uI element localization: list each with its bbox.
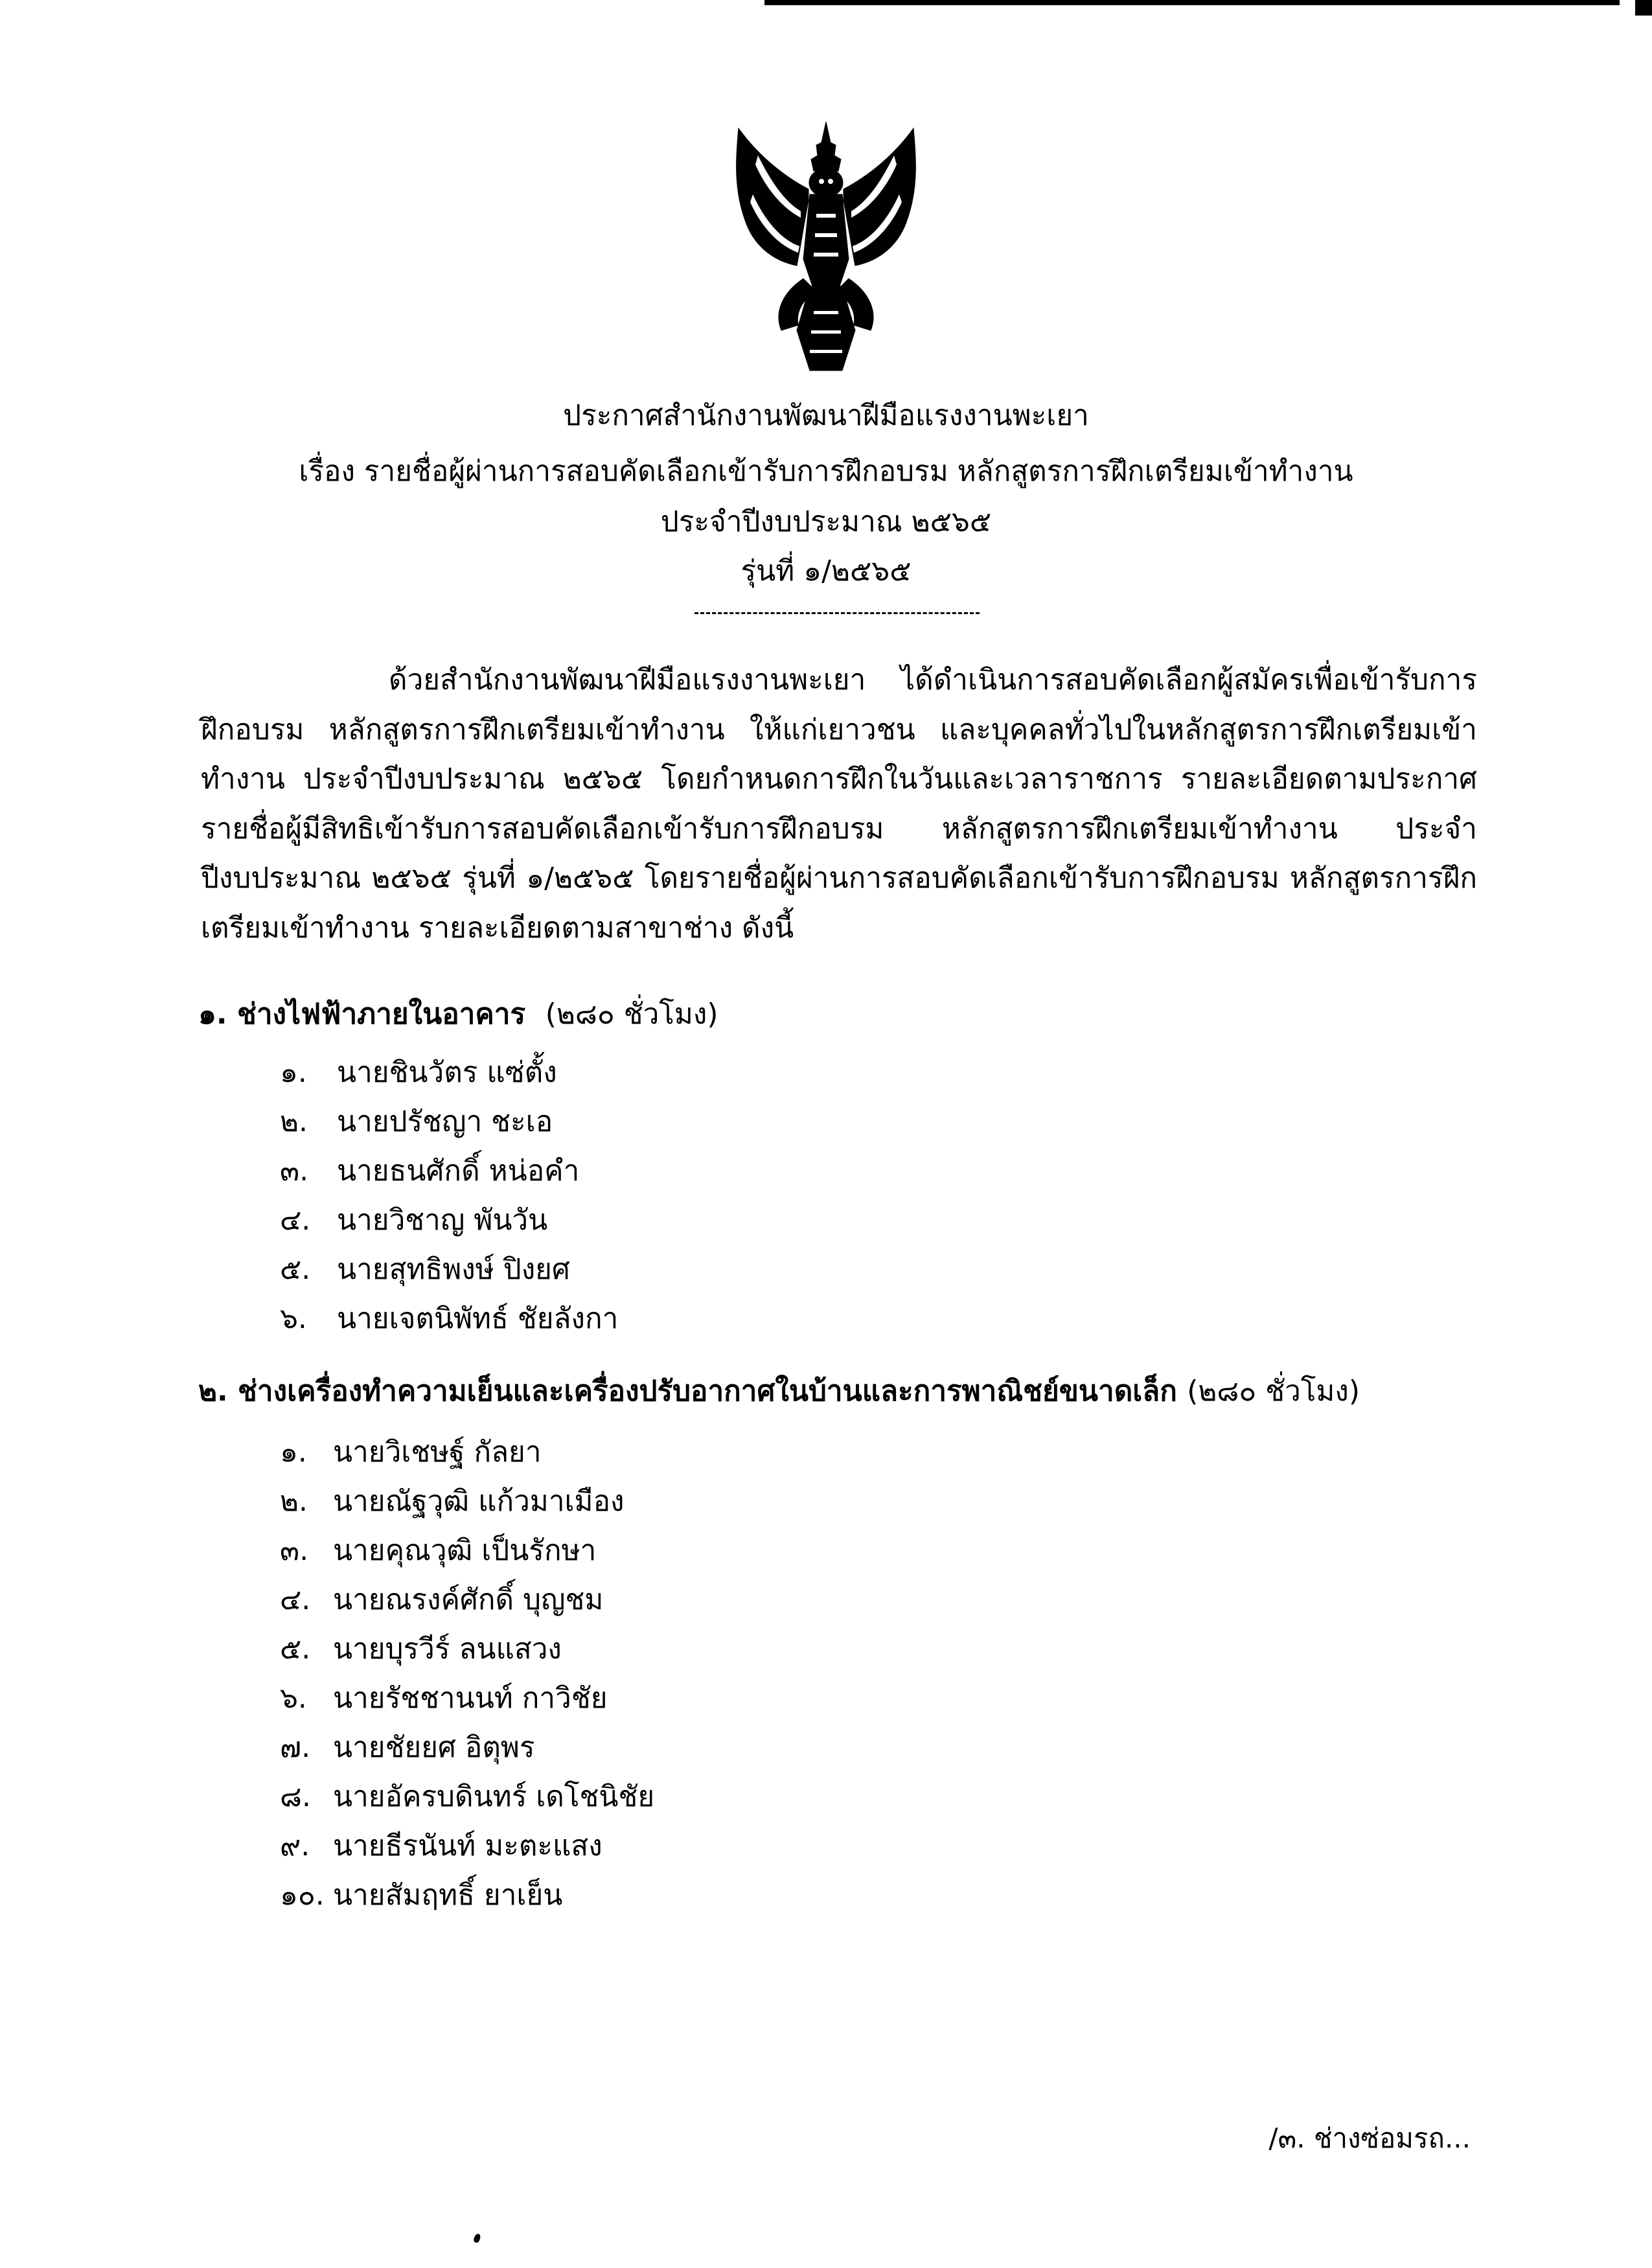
- item-number: ๕.: [280, 1253, 311, 1286]
- name-list-electrical: [280, 1048, 618, 1344]
- list-item: [280, 1723, 654, 1772]
- item-number: ๑๐.: [280, 1879, 325, 1912]
- item-name: นายวิเชษฐ์ กัลยา: [333, 1436, 542, 1469]
- section-heading-refrigeration: [198, 1368, 1360, 1414]
- item-name: นายสัมฤทธิ์ ยาเย็น: [333, 1879, 563, 1912]
- item-number: ๒.: [280, 1485, 308, 1518]
- item-number: ๓.: [280, 1534, 309, 1567]
- item-name: นายคุณวุฒิ เป็นรักษา: [333, 1534, 597, 1567]
- list-item: [280, 1097, 618, 1147]
- list-item: [280, 1625, 654, 1674]
- item-number: ๔.: [280, 1204, 311, 1237]
- list-item: [280, 1822, 654, 1871]
- list-item: [280, 1674, 654, 1723]
- list-item: [280, 1575, 654, 1625]
- list-item: [280, 1871, 654, 1920]
- stray-ink-mark: [473, 2233, 481, 2243]
- scan-corner-mark: [1635, 0, 1652, 16]
- section-hours: (๒๘๐ ชั่วโมง): [545, 998, 718, 1031]
- scan-edge-line: [764, 0, 1620, 5]
- list-item: [280, 1526, 654, 1575]
- list-item: [280, 1428, 654, 1477]
- item-name: นายธีรนันท์ มะตะแสง: [333, 1829, 602, 1862]
- item-name: นายณัฐวุฒิ แก้วมาเมือง: [333, 1485, 625, 1518]
- item-name: นายบุรวีร์ ลนแสวง: [333, 1632, 562, 1666]
- item-number: ๓.: [280, 1154, 309, 1187]
- item-name: นายรัชชานนท์ กาวิชัย: [333, 1682, 608, 1715]
- list-item: [280, 1477, 654, 1526]
- item-name: นายชัยยศ อิตุพร: [333, 1731, 535, 1764]
- item-number: ๘.: [280, 1780, 311, 1813]
- item-number: ๕.: [280, 1632, 311, 1666]
- list-item: [280, 1294, 618, 1344]
- section-title: ๑. ช่างไฟฟ้าภายในอาคาร: [198, 998, 526, 1031]
- list-item: [280, 1772, 654, 1822]
- item-name: นายเจตนิพัทธ์ ชัยลังกา: [337, 1302, 619, 1335]
- section-title: ๒. ช่างเครื่องทำความเย็นและเครื่องปรับอากาศในบ้านและการพาณิชย์ขนาดเล็ก: [198, 1375, 1177, 1408]
- header-subject: เรื่อง รายชื่อผู้ผ่านการสอบคัดเลือกเข้ารับการฝึกอบรม หลักสูตรการฝึกเตรียมเข้าทำงาน: [299, 455, 1353, 488]
- item-number: ๔.: [280, 1583, 311, 1616]
- item-name: นายปรัชญา ชะเอ: [337, 1105, 553, 1138]
- body-paragraph: ด้วยสำนักงานพัฒนาฝีมือแรงงานพะเยา ได้ดำเนินการสอบคัดเลือกผู้สมัครเพื่อเข้ารับการฝึกอบรม หลักสูตรการฝึกเตรียมเข้าทำงาน ให้แก่เยาวชน และบุคคลทั่วไปในหลักสูตรการฝึกเตรียมเข้าทำงาน ประจำปีงบประมาณ ๒๕๖๕ โดยกำหนดการฝึกในวันและเวลาราชการ รายละเอียดตามประกาศรายชื่อผู้มีสิทธิเข้ารับการสอบคัดเลือกเข้ารับการฝึกอบรม หลักสูตรการฝึกเตรียมเข้าทำงาน ประจำปีงบประมาณ ๒๕๖๕ รุ่นที่ ๑/๒๕๖๕ โดยรายชื่อผู้ผ่านการสอบคัดเลือกเข้ารับการฝึกอบรม หลักสูตรการฝึกเตรียมเข้าทำงาน รายละเอียดตามสาขาช่าง ดังนี้: [201, 663, 1477, 945]
- item-name: นายชินวัตร แซ่ตั้ง: [337, 1056, 557, 1089]
- item-name: นายอัครบดินทร์ เดโชนิชัย: [333, 1780, 655, 1813]
- item-number: ๙.: [280, 1829, 310, 1862]
- item-name: นายณรงค์ศักดิ์ บุญชม: [333, 1583, 604, 1616]
- list-item: [280, 1147, 618, 1196]
- page-continuation-note: /๓. ช่างซ่อมรถ...: [1268, 2122, 1471, 2154]
- list-item: [280, 1196, 618, 1245]
- header-title: ประกาศสำนักงานพัฒนาฝีมือแรงงานพะเยา: [563, 399, 1089, 432]
- item-name: นายสุทธิพงษ์ ปิงยศ: [337, 1253, 570, 1286]
- item-number: ๑.: [280, 1056, 307, 1089]
- section-heading-electrical: [198, 991, 718, 1037]
- item-number: ๑.: [280, 1436, 307, 1469]
- header-fiscal-year: ประจำปีงบประมาณ ๒๕๖๕: [660, 505, 992, 538]
- name-list-refrigeration: [280, 1428, 654, 1920]
- header-divider: [694, 612, 980, 614]
- header-batch: รุ่นที่ ๑/๒๕๖๕: [740, 555, 912, 588]
- garuda-emblem-icon: [719, 117, 933, 376]
- item-name: นายวิชาญ พันวัน: [337, 1204, 548, 1237]
- item-number: ๖.: [280, 1302, 307, 1335]
- item-name: นายธนศักดิ์ หน่อคำ: [337, 1154, 580, 1187]
- item-number: ๖.: [280, 1682, 307, 1715]
- section-hours: (๒๘๐ ชั่วโมง): [1187, 1375, 1360, 1408]
- list-item: [280, 1245, 618, 1294]
- list-item: [280, 1048, 618, 1097]
- item-number: ๒.: [280, 1105, 308, 1138]
- item-number: ๗.: [280, 1731, 311, 1764]
